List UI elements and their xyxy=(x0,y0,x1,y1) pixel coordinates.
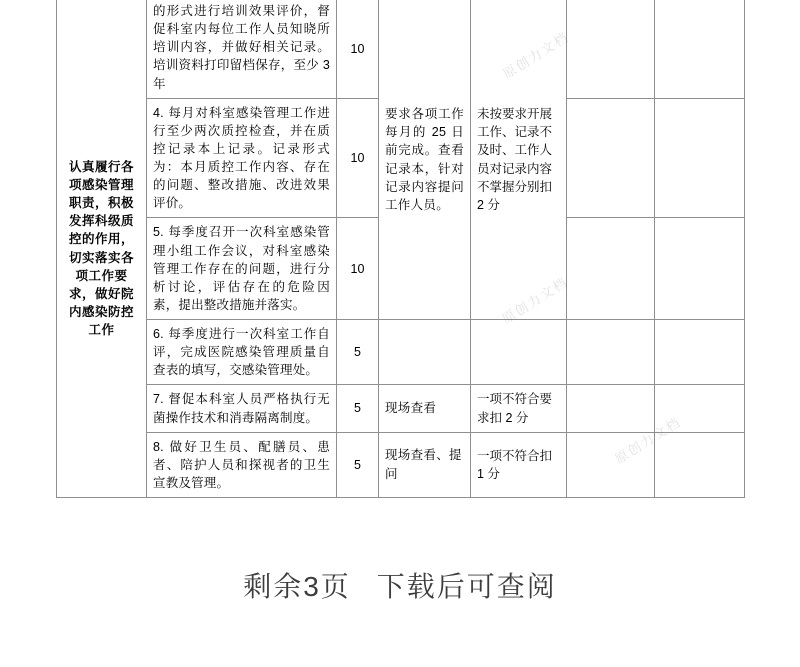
blank-cell-note xyxy=(655,98,745,218)
rule-cell: 一项不符合扣 1 分 xyxy=(471,432,567,497)
rule-cell: 一项不符合要求扣 2 分 xyxy=(471,385,567,432)
rule-cell xyxy=(471,320,567,385)
method-cell: 现场查看 xyxy=(379,385,471,432)
inspection-table xyxy=(56,0,745,498)
item-score: 10 xyxy=(337,0,379,98)
download-action-label[interactable]: 下载后可查阅 xyxy=(376,571,557,602)
blank-cell-score xyxy=(567,432,655,497)
blank-cell-note xyxy=(655,218,745,320)
item-score: 10 xyxy=(337,98,379,218)
rule-main-cell: 未按要求开展工作、记录不及时、工作人员对记录内容不掌握分别扣 2 分 xyxy=(471,0,567,320)
watermark: 原创力文档 xyxy=(612,414,684,467)
item-text: 的形式进行培训效果评价，督促科室内每位工作人员知晓所培训内容，并做好相关记录。培训资料打印留档保存，至少 3 年 xyxy=(147,0,337,98)
blank-cell-note xyxy=(655,320,745,385)
blank-cell-note xyxy=(655,432,745,497)
method-main-cell: 要求各项工作每月的 25 日前完成。查看记录本，针对记录内容提问工作人员。 xyxy=(379,0,471,320)
method-cell: 现场查看、提问 xyxy=(379,432,471,497)
table-row xyxy=(57,432,745,497)
watermark: 原创力文档 xyxy=(500,29,572,82)
table-row xyxy=(57,0,745,98)
watermark: 原创力文档 xyxy=(499,274,571,327)
blank-cell-score xyxy=(567,218,655,320)
item-text: 5. 每季度召开一次科室感染管理小组工作会议，对科室感染管理工作存在的问题，进行分析讨论，评估存在的危险因素，提出整改措施并落实。 xyxy=(147,218,337,320)
remaining-pages-label: 剩余3页 xyxy=(243,571,351,602)
item-score: 5 xyxy=(337,432,379,497)
blank-cell-score xyxy=(567,320,655,385)
table-row xyxy=(57,385,745,432)
method-cell xyxy=(379,320,471,385)
item-text: 8. 做好卫生员、配膳员、患者、陪护人员和探视者的卫生宣教及管理。 xyxy=(147,432,337,497)
duty-description-cell: 认真履行各项感染管理职责，积极发挥科级质控的作用，切实落实各项工作要求，做好院内感染防控工作 xyxy=(57,0,147,498)
item-score: 5 xyxy=(337,320,379,385)
blank-cell-note xyxy=(655,385,745,432)
item-text: 7. 督促本科室人员严格执行无菌操作技术和消毒隔离制度。 xyxy=(147,385,337,432)
item-text: 6. 每季度进行一次科室工作自评，完成医院感染管理质量自查表的填写，交感染管理处。 xyxy=(147,320,337,385)
blank-cell-score xyxy=(567,98,655,218)
blank-cell-score xyxy=(567,0,655,98)
table-row xyxy=(57,320,745,385)
item-score: 5 xyxy=(337,385,379,432)
blank-cell-note xyxy=(655,0,745,98)
item-score: 10 xyxy=(337,218,379,320)
item-text: 4. 每月对科室感染管理工作进行至少两次质控检查，并在质控记录本上记录。记录形式为：本月质控工作内容、存在的问题、整改措施、改进效果评价。 xyxy=(147,98,337,218)
blank-cell-score xyxy=(567,385,655,432)
download-notice xyxy=(0,565,800,605)
